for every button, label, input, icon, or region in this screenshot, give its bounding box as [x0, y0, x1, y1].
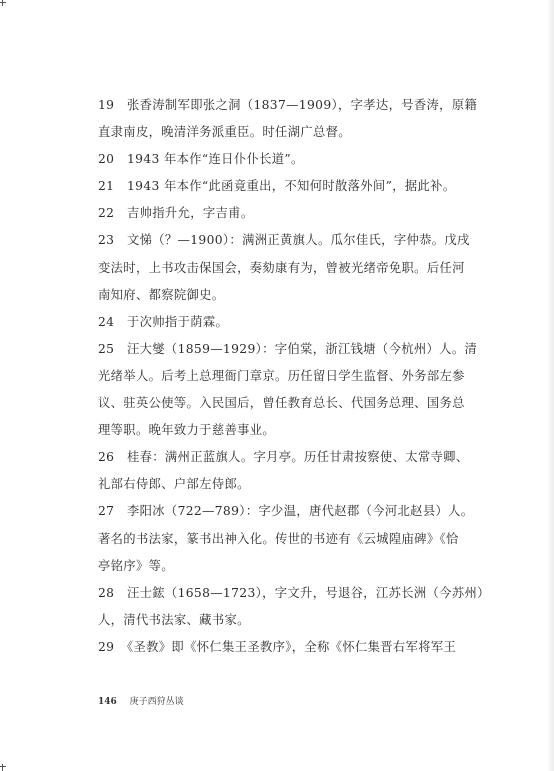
footnote-line: 20 1943 年本作“连日仆仆长道”。: [98, 152, 304, 167]
footnote-line: 议、驻英公使等。入民国后，曾任教育总长、代国务总理、国务总: [98, 396, 465, 411]
footnote-line: 直隶南皮，晚清洋务派重臣。时任湖广总督。: [98, 125, 351, 140]
footnote-line: 理等职。晚年致力于慈善事业。: [98, 423, 276, 438]
crop-mark-top-left-horizontal: [0, 2, 6, 3]
footnote-line: 28 汪士鋐（1658—1723），字文升，号退谷，江苏长洲（今苏州）: [98, 585, 490, 600]
footnote-line: 光绪举人。后考上总理衙门章京。历任留日学生监督、外务部左参: [98, 368, 465, 383]
footnote-line: 25 汪大燮（1859—1929）：字伯棠，浙江钱塘（今杭州）人。清: [98, 341, 478, 356]
footnote-line: 29 《圣教》即《怀仁集王圣教序》，全称《怀仁集晋右军将军王: [98, 639, 457, 654]
footnote-line: 亭铭序》等。: [98, 558, 174, 573]
page-number: 146: [98, 697, 117, 707]
footnote-line: 23 文悌（？—1900）：满洲正黄旗人。瓜尔佳氏，字仲恭。戊戌: [98, 233, 470, 248]
crop-mark-top-left-vertical: [2, 0, 3, 6]
footnote-line: 24 于次帅指于荫霖。: [98, 314, 229, 329]
page-footer: [98, 694, 184, 707]
running-book-title: 庚子西狩丛谈: [129, 697, 184, 707]
footnote-line: 变法时，上书攻击保国会，奏劾康有为，曾被光绪帝免职。后任河: [98, 260, 465, 275]
footnote-line: 21 1943 年本作“此函竟重出，不知何时散落外间”，据此补。: [98, 179, 456, 194]
footnote-line: 著名的书法家，篆书出神入化。传世的书迹有《云城隍庙碑》《恰: [98, 531, 459, 546]
page-edge-shadow: [548, 0, 554, 771]
footnote-line: 27 李阳冰（722—789）：字少温，唐代赵郡（今河北赵县）人。: [98, 504, 474, 519]
footnote-line: 南知府、都察院御史。: [98, 287, 225, 302]
footnote-line: 22 吉帅指升允，字吉甫。: [98, 206, 254, 221]
crop-mark-bottom-left-horizontal: [0, 766, 6, 767]
footnote-line: 礼部右侍郎、户部左侍郎。: [98, 477, 250, 492]
footnote-line: 26 桂春：满州正蓝旗人。字月亭。历任甘肃按察使、太常寺卿、: [98, 450, 469, 465]
footnote-line: 人，清代书法家、藏书家。: [98, 612, 250, 627]
crop-mark-bottom-left-vertical: [2, 764, 3, 771]
footnote-line: 19 张香涛制军即张之洞（1837—1909），字孝达，号香涛，原籍: [98, 98, 478, 112]
footnotes-body: [98, 92, 490, 661]
